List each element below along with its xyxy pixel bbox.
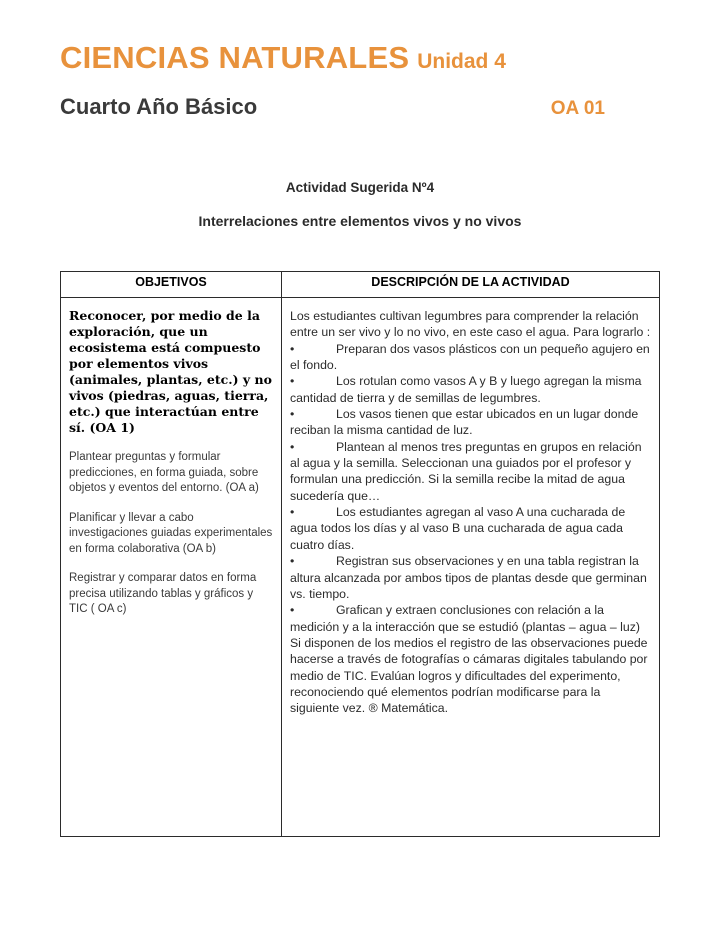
table-header-row: [61, 272, 660, 298]
bullet-icon: •: [289, 505, 295, 520]
table-row: [61, 298, 660, 837]
document-header: [60, 40, 660, 76]
description-bullet: [290, 341, 651, 374]
unit-label: Unidad 4: [417, 50, 506, 73]
description-bullet-text: Los estudiantes agregan al vaso A una cucharada de agua todos los días y al vaso B una cucharada de agua cada cuatro días.: [289, 505, 626, 552]
learning-objective-code: OA 01: [550, 98, 605, 119]
description-bullet: [290, 406, 651, 439]
bullet-icon: •: [289, 439, 295, 454]
objective-item-c: Registrar y comparar datos en forma precisa utilizando tablas y gráficos y TIC ( OA c): [69, 572, 257, 616]
grade-level: Cuarto Año Básico: [60, 94, 258, 119]
description-bullet-text: Plantean al menos tres preguntas en grupos en relación al agua y la semilla. Seleccionan una guiados por el profesor y formulan una predicción. Si la semilla recibe la mitad de agua sucedería que…: [289, 439, 642, 503]
objectives-cell: [61, 298, 282, 837]
subject-title: CIENCIAS NATURALES: [60, 40, 410, 75]
subtitle-row: [60, 94, 660, 120]
description-bullet: [290, 553, 651, 602]
objective-main: Reconocer, por medio de la exploración, que un ecosistema está compuesto por elementos vivos (animales, plantas, etc.) y no vivos (piedras, aguas, tierra, etc.) que interactúan entre sí. (OA 1): [69, 308, 272, 435]
activity-table: [60, 271, 660, 837]
description-bullet-text: Los rotulan como vasos A y B y luego agregan la misma cantidad de tierra y de semillas de legumbres.: [289, 374, 642, 405]
activity-heading-block: [60, 180, 660, 229]
description-bullet: [290, 439, 651, 504]
description-bullet-text: Preparan dos vasos plásticos con un pequeño agujero en el fondo.: [289, 341, 650, 373]
description-bullet-text: Grafican y extraen conclusiones con relación a la medición y a la interacción que se estudió (plantas – agua – luz): [289, 603, 640, 634]
bullet-icon: •: [289, 374, 295, 389]
description-bullet-text: Registran sus observaciones y en una tabla registran la altura alcanzada por ambos tipos de plantas desde que germinan vs. tiempo.: [289, 554, 647, 601]
description-bullet: [290, 602, 651, 635]
description-bullet-text: Los vasos tienen que estar ubicados en un lugar donde reciban la misma cantidad de luz.: [289, 407, 639, 438]
activity-title: Actividad Sugerida Nº4: [285, 180, 435, 195]
objective-item-b: Planificar y llevar a cabo investigaciones guiadas experimentales en forma colaborativa (OA b): [69, 511, 273, 555]
description-bullet: [290, 504, 651, 553]
objective-item-a: Plantear preguntas y formular predicciones, en forma guiada, sobre objetos y eventos del entorno. (OA a): [69, 451, 259, 495]
description-cell: [281, 298, 659, 837]
column-header-objectives: OBJETIVOS: [61, 272, 282, 298]
description-closing: Si disponen de los medios el registro de las observaciones puede hacerse a través de fotografías o cámaras digitales tabulando por medio de TIC. Evalúan logros y dificultades del experimento, reconociendo qué elementos podrían modificarse para la siguiente vez. ® Matemática.: [289, 635, 648, 716]
bullet-icon: •: [289, 554, 295, 569]
description-intro: Los estudiantes cultivan legumbres para comprender la relación entre un ser vivo y lo no vivo, en este caso el agua. Para lograrlo :: [289, 309, 651, 340]
column-header-description: DESCRIPCIÓN DE LA ACTIVIDAD: [281, 272, 659, 298]
bullet-icon: •: [289, 407, 295, 422]
bullet-icon: •: [289, 341, 295, 356]
activity-subtitle: Interrelaciones entre elementos vivos y no vivos: [198, 213, 522, 229]
description-bullet: [290, 373, 651, 406]
bullet-icon: •: [289, 603, 295, 618]
